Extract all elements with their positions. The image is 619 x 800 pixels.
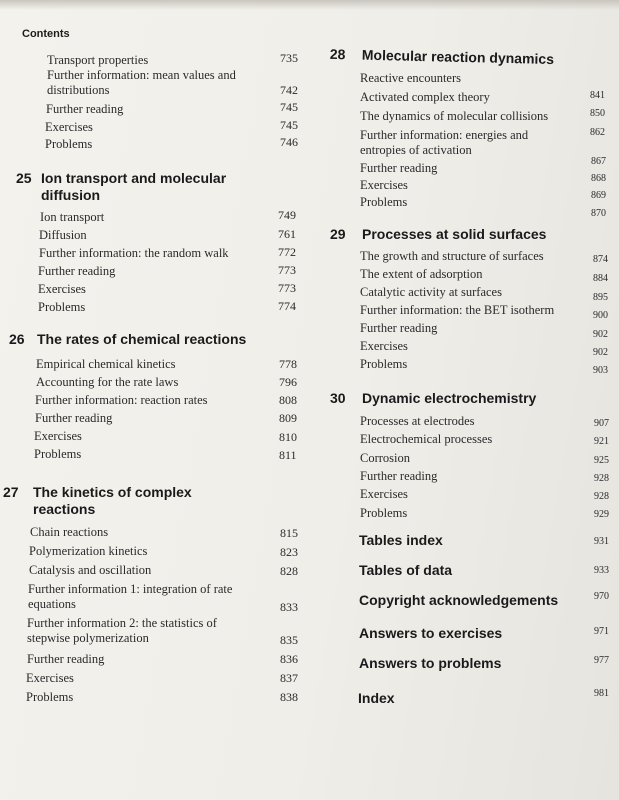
toc-page-number: 970: [594, 591, 609, 602]
toc-page-number: 925: [594, 455, 609, 466]
toc-page-number: 809: [279, 411, 297, 425]
toc-entry: Further reading: [360, 321, 438, 335]
toc-page-number: 884: [593, 273, 608, 284]
back-matter-heading: Copyright acknowledgements: [359, 592, 559, 608]
toc-page-number: 745: [280, 118, 298, 132]
toc-entry: Catalysis and oscillation: [29, 563, 152, 577]
back-matter-heading: Index: [358, 690, 395, 706]
toc-page-number: 928: [594, 491, 609, 502]
toc-entry: Electrochemical processes: [360, 432, 493, 446]
toc-page-number: 836: [280, 652, 298, 666]
toc-entry: Exercises: [38, 282, 86, 296]
toc-entry: Further reading: [46, 102, 124, 116]
back-matter-heading: Tables of data: [359, 562, 453, 578]
toc-page-number: 907: [594, 418, 609, 429]
toc-page-number: 774: [278, 299, 296, 313]
toc-entry: Empirical chemical kinetics: [36, 357, 176, 371]
toc-entry: Further reading: [27, 652, 105, 666]
page-top-shadow: [0, 0, 619, 10]
toc-page-number: 862: [590, 127, 605, 138]
toc-page-number: 828: [280, 564, 298, 578]
toc-entry: Chain reactions: [30, 525, 109, 539]
toc-entry: Further reading: [360, 161, 438, 175]
toc-entry: Polymerization kinetics: [29, 544, 148, 558]
toc-entry: Further information: the BET isotherm: [360, 303, 555, 317]
toc-entry: Further information: mean values and distributions: [47, 68, 236, 97]
toc-page-number: 833: [280, 600, 298, 614]
toc-entry: Ion transport: [40, 210, 105, 224]
back-matter-heading: Answers to exercises: [359, 625, 503, 641]
toc-entry: Exercises: [360, 487, 408, 501]
toc-entry: Problems: [360, 195, 408, 209]
toc-page-number: 867: [591, 156, 606, 167]
toc-entry: Diffusion: [39, 228, 87, 242]
toc-page-number: 838: [280, 690, 298, 704]
toc-page-number: 761: [278, 227, 296, 241]
toc-page-number: 868: [591, 173, 606, 184]
toc-page-number: 796: [279, 375, 297, 389]
toc-entry: Exercises: [34, 429, 82, 443]
book-page: Contents Transport properties 735 Further information: mean values and distributions 742 Further reading 745 Exercises 745 Problems 746 25 Ion transport and molecular diffusion Ion transport 749 Diffusion 761 Further information: the random walk 772 Further reading 773 Exercises 773 Problems 774 26 The rates of chemical reactions Empirical chemical kinetics 778 Accounting for the rate laws 796 Further information: reaction rates 808 Further reading 809 Exercises 810 Problems 811 27 The kinetics of complex reactions Chain reactions 815 Polymerization kinetics 823 Catalysis and oscillation 828 Further information 1: integration of rate equations 833 Further information 2: the statistics of stepwise polymerization 835 Further reading 836 Exercises 837 Problems 838 28 Molecular reaction dynamics Reactive encounters Activated complex theory 841 The dynamics of molecular collisions 850 Further information: energies and entropies of activation 862 Further reading 867 Exercises 868 Problems 869 870 29 Processes at solid surfaces The growth and structure of surfaces 874 The extent of adsorption 884 Catalytic activity at surfaces 895 Further information: the BET isotherm 900 Further reading 902 Exercises 902 Problems 903 30 Dynamic electrochemistry Processes at electrodes 907 Electrochemical processes 921 Corrosion 925 Further reading 928 Exercises 928 Problems 929 Tables index 931 Tables of data 933 Copyright acknowledgements 970 Answers to exercises 971 Answers to problems 977 Index 981: [0, 0, 619, 800]
toc-entry: Further information: reaction rates: [35, 393, 208, 407]
toc-page-number: 823: [280, 545, 298, 559]
toc-page-number: 745: [280, 100, 298, 114]
toc-entry: Problems: [45, 137, 93, 151]
toc-page-number: 735: [280, 51, 298, 65]
toc-page-number: 929: [594, 509, 609, 520]
toc-entry: Further reading: [38, 264, 116, 278]
toc-page-number: 902: [593, 347, 608, 358]
toc-entry: Further information: energies and entropies of activation: [360, 128, 529, 157]
toc-page-number: 773: [278, 281, 296, 295]
toc-entry: Reactive encounters: [360, 71, 461, 85]
toc-page-number: 921: [594, 436, 609, 447]
toc-page-number: 931: [594, 536, 609, 547]
toc-entry: The extent of adsorption: [360, 267, 483, 281]
toc-page-number: 811: [279, 448, 297, 462]
toc-entry: Corrosion: [360, 451, 410, 465]
toc-page-number: 895: [593, 292, 608, 303]
toc-entry: Problems: [360, 357, 408, 371]
toc-entry: Processes at electrodes: [360, 414, 475, 428]
toc-entry: Problems: [34, 447, 82, 461]
toc-page-number: 808: [279, 393, 297, 407]
toc-page-number: 815: [280, 526, 298, 540]
toc-entry: Further information 1: integration of rate equations: [28, 582, 233, 611]
toc-page-number: 971: [594, 626, 609, 637]
toc-page-number: 835: [280, 633, 298, 647]
toc-entry: Further information 2: the statistics of stepwise polymerization: [27, 616, 217, 645]
toc-entry: The dynamics of molecular collisions: [360, 109, 549, 123]
toc-entry: Catalytic activity at surfaces: [360, 285, 502, 299]
toc-page-number: 900: [593, 310, 608, 321]
toc-page-number: 841: [590, 90, 605, 101]
toc-page-number: 928: [594, 473, 609, 484]
toc-entry: Exercises: [45, 120, 93, 134]
toc-page-number: 870: [591, 208, 606, 219]
toc-page-number: 749: [278, 208, 296, 222]
toc-entry: Problems: [38, 300, 86, 314]
toc-page-number: 850: [590, 108, 605, 119]
toc-entry: Further information: the random walk: [39, 246, 229, 260]
running-header: Contents: [22, 28, 70, 40]
toc-page-number: 933: [594, 565, 609, 576]
toc-entry: Exercises: [360, 339, 408, 353]
back-matter-heading: Answers to problems: [359, 655, 502, 671]
toc-entry: Problems: [360, 506, 408, 520]
toc-page-number: 981: [594, 688, 609, 699]
toc-page-number: 773: [278, 263, 296, 277]
toc-entry: Exercises: [26, 671, 74, 685]
toc-page-number: 902: [593, 329, 608, 340]
toc-page-number: 869: [591, 190, 606, 201]
toc-entry: Further reading: [360, 469, 438, 483]
toc-entry: The growth and structure of surfaces: [360, 249, 544, 263]
toc-entry: Exercises: [360, 178, 408, 192]
toc-page-number: 778: [279, 357, 297, 371]
toc-page-number: 837: [280, 671, 298, 685]
toc-entry: Accounting for the rate laws: [36, 375, 179, 389]
toc-page-number: 903: [593, 365, 608, 376]
chapter-heading: 28 Molecular reaction dynamics: [329, 45, 555, 68]
toc-page-number: 977: [594, 655, 609, 666]
back-matter-heading: Tables index: [359, 532, 443, 548]
toc-entry: Problems: [26, 690, 74, 704]
toc-page-number: 810: [279, 430, 297, 444]
toc-page-number: 874: [593, 254, 608, 265]
toc-entry: Further reading: [35, 411, 113, 425]
toc-entry: Activated complex theory: [360, 90, 490, 104]
toc-page-number: 772: [278, 245, 296, 259]
toc-page-number: 742: [280, 83, 298, 97]
toc-entry: Transport properties: [47, 53, 149, 67]
toc-page-number: 746: [280, 135, 298, 149]
